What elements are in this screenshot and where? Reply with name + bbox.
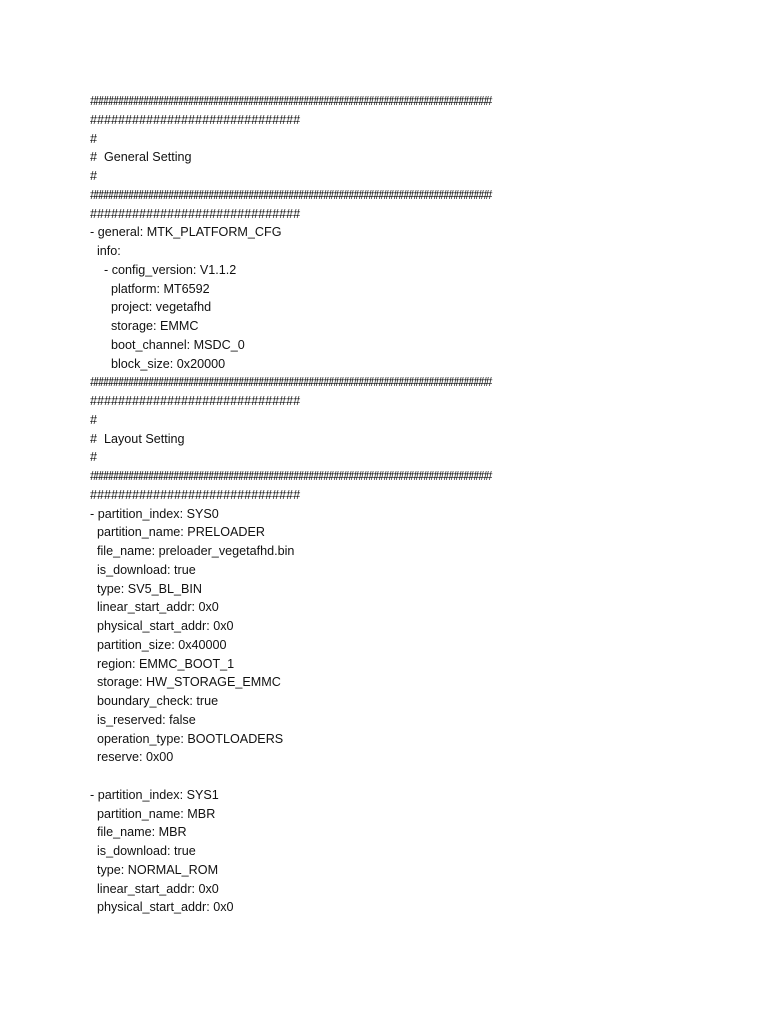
separator-line: ################################################################################ <box>90 94 491 108</box>
partition-line: boundary_check: true <box>90 694 219 708</box>
separator-line: ############################## <box>90 394 301 408</box>
config-line: - general: MTK_PLATFORM_CFG <box>90 225 282 240</box>
section-heading-layout: # Layout Setting <box>90 431 185 446</box>
partition-line: file_name: MBR <box>90 825 187 840</box>
separator-line: ############################## <box>90 487 301 502</box>
separator-line: ############################## <box>90 112 301 127</box>
config-line: block_size: 0x20000 <box>90 356 226 371</box>
comment-line: # <box>90 412 98 427</box>
partition-line: type: NORMAL_ROM <box>90 862 219 877</box>
blank-line <box>90 767 690 786</box>
comment-line: # <box>90 131 98 146</box>
config-line: info: <box>90 244 121 258</box>
partition-line: physical_start_addr: 0x0 <box>90 619 234 633</box>
partition-line: storage: HW_STORAGE_EMMC <box>90 675 281 690</box>
partition-line: - partition_index: SYS0 <box>90 506 219 521</box>
partition-line: partition_name: MBR <box>90 806 216 821</box>
config-line: platform: MT6592 <box>90 281 210 296</box>
partition-line: partition_size: 0x40000 <box>90 637 227 652</box>
separator-line: ################################################################################ <box>90 187 491 202</box>
separator-line: ################################################################################ <box>90 469 491 483</box>
document-page <box>90 92 690 917</box>
partition-line: type: SV5_BL_BIN <box>90 581 203 596</box>
partition-line: linear_start_addr: 0x0 <box>90 600 219 615</box>
partition-line: is_download: true <box>90 844 196 858</box>
comment-line: # <box>90 169 98 183</box>
partition-line: operation_type: BOOTLOADERS <box>90 731 284 746</box>
config-line: - config_version: V1.1.2 <box>90 262 237 277</box>
partition-line: file_name: preloader_vegetafhd.bin <box>90 544 295 558</box>
separator-line: ############################## <box>90 206 301 221</box>
section-heading-general: # General Setting <box>90 150 192 165</box>
partition-line: partition_name: PRELOADER <box>90 525 265 540</box>
partition-line: physical_start_addr: 0x0 <box>90 900 234 915</box>
partition-line: is_download: true <box>90 562 196 577</box>
partition-line: region: EMMC_BOOT_1 <box>90 656 235 671</box>
config-line: storage: EMMC <box>90 319 199 333</box>
partition-line: - partition_index: SYS1 <box>90 787 219 802</box>
separator-line: ################################################################################ <box>90 375 491 390</box>
partition-line: reserve: 0x00 <box>90 750 174 765</box>
partition-line: is_reserved: false <box>90 712 196 727</box>
partition-line: linear_start_addr: 0x0 <box>90 881 219 896</box>
comment-line: # <box>90 450 98 465</box>
config-line: boot_channel: MSDC_0 <box>90 337 245 352</box>
config-line: project: vegetafhd <box>90 300 212 315</box>
